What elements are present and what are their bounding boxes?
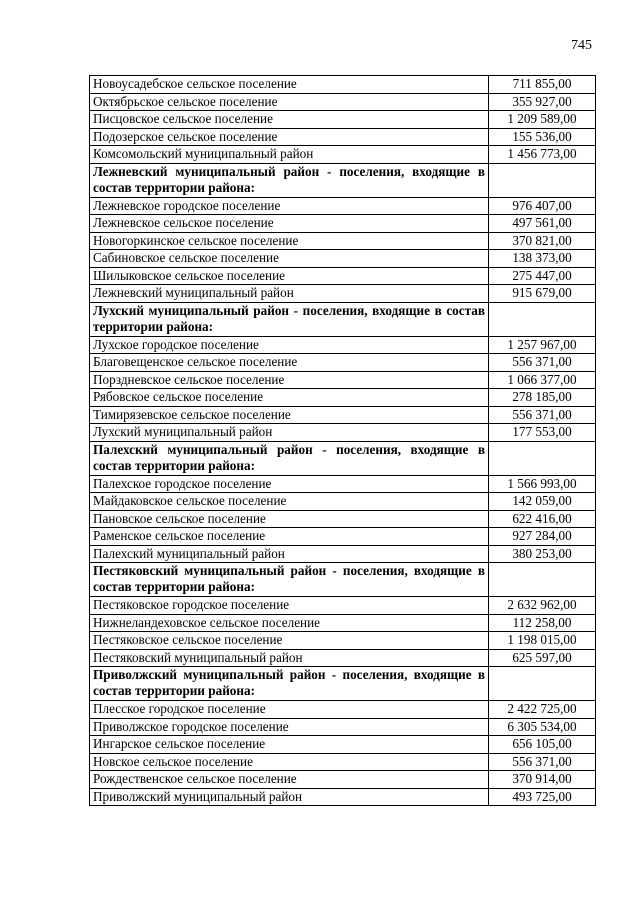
settlement-name: Рождественское сельское поселение bbox=[90, 771, 489, 789]
settlement-name: Пестяковское сельское поселение bbox=[90, 632, 489, 650]
amount-cell: 275 447,00 bbox=[489, 267, 596, 285]
district-header-row bbox=[90, 302, 596, 336]
amount-cell: 2 422 725,00 bbox=[489, 701, 596, 719]
settlement-name: Новское сельское поселение bbox=[90, 753, 489, 771]
table-row bbox=[90, 771, 596, 789]
table-row bbox=[90, 354, 596, 372]
amount-cell: 2 632 962,00 bbox=[489, 597, 596, 615]
amount-cell: 155 536,00 bbox=[489, 128, 596, 146]
amount-cell: 497 561,00 bbox=[489, 215, 596, 233]
amount-cell: 112 258,00 bbox=[489, 614, 596, 632]
settlement-name: Лежневское сельское поселение bbox=[90, 215, 489, 233]
amount-cell: 1 209 589,00 bbox=[489, 111, 596, 129]
amount-cell: 556 371,00 bbox=[489, 406, 596, 424]
settlement-name: Раменское сельское поселение bbox=[90, 528, 489, 546]
table-row bbox=[90, 753, 596, 771]
budget-table bbox=[89, 75, 596, 806]
table-row bbox=[90, 736, 596, 754]
table-row bbox=[90, 545, 596, 563]
settlement-name: Новогоркинское сельское поселение bbox=[90, 232, 489, 250]
settlement-name: Палехское городское поселение bbox=[90, 475, 489, 493]
settlement-name: Майдаковское сельское поселение bbox=[90, 493, 489, 511]
table-row bbox=[90, 232, 596, 250]
settlement-name: Сабиновское сельское поселение bbox=[90, 250, 489, 268]
amount-cell: 177 553,00 bbox=[489, 424, 596, 442]
settlement-name: Порздневское сельское поселение bbox=[90, 371, 489, 389]
table-row bbox=[90, 632, 596, 650]
table-body bbox=[90, 76, 596, 806]
table-row bbox=[90, 528, 596, 546]
settlement-name: Плесское городское поселение bbox=[90, 701, 489, 719]
table-row bbox=[90, 475, 596, 493]
settlement-name: Лежневское городское поселение bbox=[90, 197, 489, 215]
settlement-name: Приволжский муниципальный район bbox=[90, 788, 489, 806]
settlement-name: Нижнеландеховское сельское поселение bbox=[90, 614, 489, 632]
amount-cell: 1 566 993,00 bbox=[489, 475, 596, 493]
amount-cell bbox=[489, 163, 596, 197]
amount-cell: 370 821,00 bbox=[489, 232, 596, 250]
table-row bbox=[90, 197, 596, 215]
amount-cell: 625 597,00 bbox=[489, 649, 596, 667]
district-heading: Приволжский муниципальный район - поселения, входящие в состав территории района: bbox=[90, 667, 489, 701]
amount-cell: 976 407,00 bbox=[489, 197, 596, 215]
table-row bbox=[90, 76, 596, 94]
table-row bbox=[90, 111, 596, 129]
amount-cell: 1 257 967,00 bbox=[489, 336, 596, 354]
settlement-name: Ингарское сельское поселение bbox=[90, 736, 489, 754]
amount-cell: 138 373,00 bbox=[489, 250, 596, 268]
table-row bbox=[90, 718, 596, 736]
district-header-row bbox=[90, 163, 596, 197]
amount-cell: 927 284,00 bbox=[489, 528, 596, 546]
amount-cell: 556 371,00 bbox=[489, 354, 596, 372]
table-row bbox=[90, 701, 596, 719]
amount-cell: 656 105,00 bbox=[489, 736, 596, 754]
table-row bbox=[90, 285, 596, 303]
settlement-name: Рябовское сельское поселение bbox=[90, 389, 489, 407]
table-row bbox=[90, 371, 596, 389]
settlement-name: Лухское городское поселение bbox=[90, 336, 489, 354]
amount-cell: 915 679,00 bbox=[489, 285, 596, 303]
amount-cell: 1 066 377,00 bbox=[489, 371, 596, 389]
table-row bbox=[90, 267, 596, 285]
amount-cell bbox=[489, 667, 596, 701]
table-row bbox=[90, 336, 596, 354]
district-heading: Пестяковский муниципальный район - поселения, входящие в состав территории района: bbox=[90, 563, 489, 597]
settlement-name: Тимирязевское сельское поселение bbox=[90, 406, 489, 424]
amount-cell: 1 198 015,00 bbox=[489, 632, 596, 650]
amount-cell: 622 416,00 bbox=[489, 510, 596, 528]
settlement-name: Писцовское сельское поселение bbox=[90, 111, 489, 129]
amount-cell: 355 927,00 bbox=[489, 93, 596, 111]
settlement-name: Шилыковское сельское поселение bbox=[90, 267, 489, 285]
settlement-name: Октябрьское сельское поселение bbox=[90, 93, 489, 111]
table-row bbox=[90, 93, 596, 111]
amount-cell: 493 725,00 bbox=[489, 788, 596, 806]
amount-cell: 6 305 534,00 bbox=[489, 718, 596, 736]
amount-cell bbox=[489, 563, 596, 597]
table-row bbox=[90, 788, 596, 806]
settlement-name: Пестяковский муниципальный район bbox=[90, 649, 489, 667]
table-row bbox=[90, 649, 596, 667]
amount-cell: 278 185,00 bbox=[489, 389, 596, 407]
amount-cell: 711 855,00 bbox=[489, 76, 596, 94]
table-row bbox=[90, 614, 596, 632]
district-heading: Лежневский муниципальный район - поселения, входящие в состав территории района: bbox=[90, 163, 489, 197]
settlement-name: Комсомольский муниципальный район bbox=[90, 146, 489, 164]
settlement-name: Благовещенское сельское поселение bbox=[90, 354, 489, 372]
district-heading: Лухский муниципальный район - поселения, входящие в состав территории района: bbox=[90, 302, 489, 336]
settlement-name: Лухский муниципальный район bbox=[90, 424, 489, 442]
table-row bbox=[90, 510, 596, 528]
table-row bbox=[90, 250, 596, 268]
amount-cell: 370 914,00 bbox=[489, 771, 596, 789]
amount-cell: 556 371,00 bbox=[489, 753, 596, 771]
district-header-row bbox=[90, 441, 596, 475]
table-row bbox=[90, 406, 596, 424]
settlement-name: Пановское сельское поселение bbox=[90, 510, 489, 528]
amount-cell bbox=[489, 441, 596, 475]
settlement-name: Подозерское сельское поселение bbox=[90, 128, 489, 146]
amount-cell: 142 059,00 bbox=[489, 493, 596, 511]
district-heading: Палехский муниципальный район - поселения, входящие в состав территории района: bbox=[90, 441, 489, 475]
settlement-name: Новоусадебское сельское поселение bbox=[90, 76, 489, 94]
table-row bbox=[90, 424, 596, 442]
table-row bbox=[90, 215, 596, 233]
amount-cell bbox=[489, 302, 596, 336]
settlement-name: Палехский муниципальный район bbox=[90, 545, 489, 563]
amount-cell: 1 456 773,00 bbox=[489, 146, 596, 164]
settlement-name: Приволжское городское поселение bbox=[90, 718, 489, 736]
district-header-row bbox=[90, 563, 596, 597]
table-row bbox=[90, 597, 596, 615]
table-row bbox=[90, 493, 596, 511]
amount-cell: 380 253,00 bbox=[489, 545, 596, 563]
settlement-name: Лежневский муниципальный район bbox=[90, 285, 489, 303]
settlement-name: Пестяковское городское поселение bbox=[90, 597, 489, 615]
district-header-row bbox=[90, 667, 596, 701]
table-row bbox=[90, 146, 596, 164]
table-row bbox=[90, 128, 596, 146]
table-row bbox=[90, 389, 596, 407]
page-number: 745 bbox=[571, 38, 592, 53]
